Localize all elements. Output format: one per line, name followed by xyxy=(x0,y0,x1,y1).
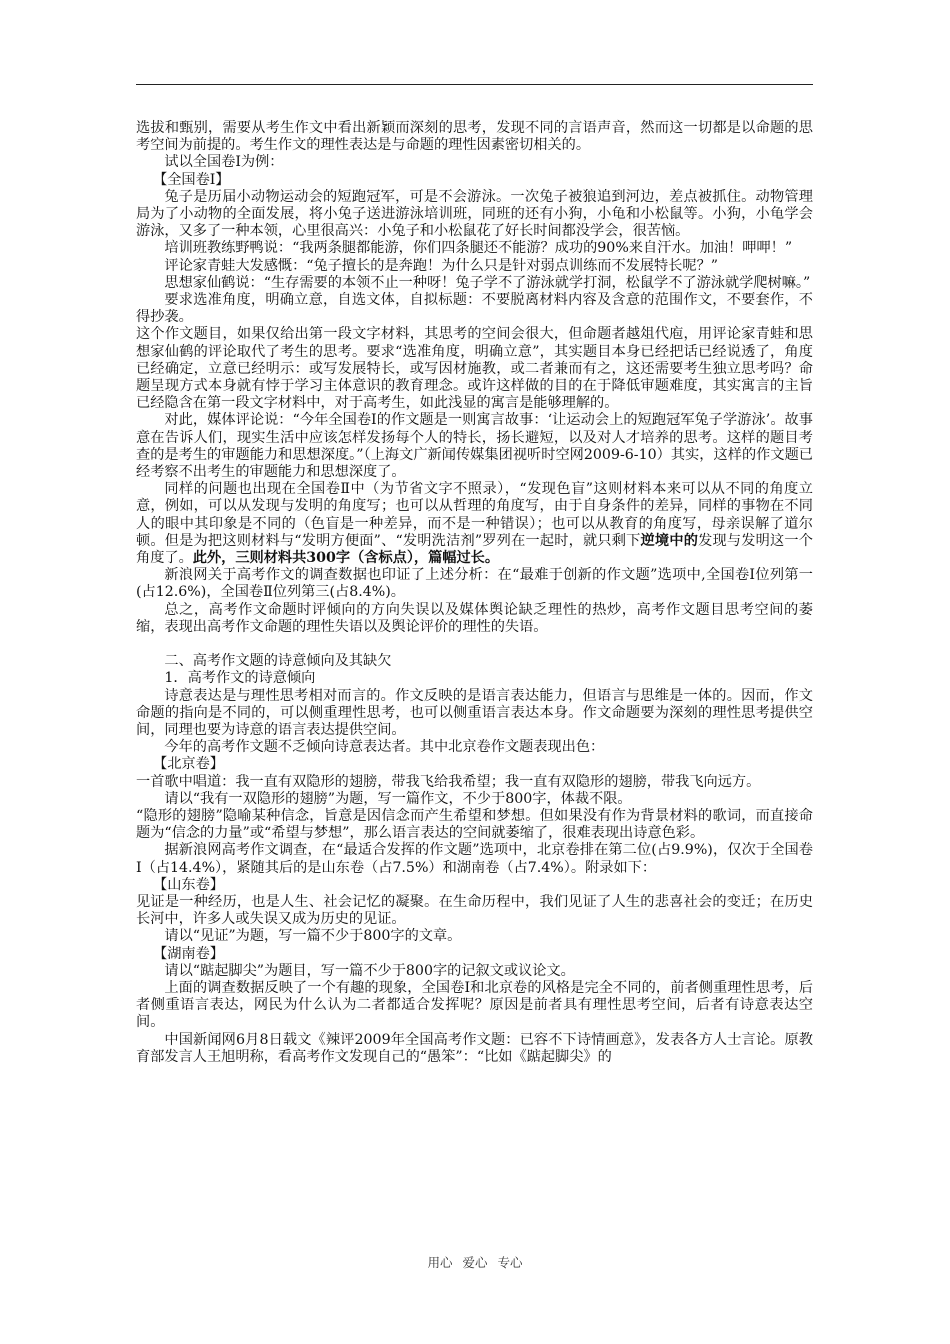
paragraph: 请以“见证”为题，写一篇不少于800字的文章。 xyxy=(164,928,462,945)
page-footer: 用心 爱心 专心 xyxy=(427,1255,523,1270)
paragraph: 今年的高考作文题不乏倾向诗意表达者。其中北京卷作文题表现出色： xyxy=(164,739,605,756)
paragraph: 见证是一种经历，也是人生、社会记忆的凝聚。在生命历程中，我们见证了人生的悲喜社会的变迁；在历史长河中，许多人或失误又成为历史的见证。 xyxy=(136,893,813,928)
subsection-heading: 1．高考作文的诗意倾向 xyxy=(164,670,316,687)
header-rule xyxy=(136,84,813,85)
paragraph: 请以“踮起脚尖”为题目，写一篇不少于800字的记叙文或议论文。 xyxy=(164,962,575,979)
document-body xyxy=(136,120,813,1066)
section-heading: 二、高考作文题的诗意倾向及其缺欠 xyxy=(164,653,392,670)
paragraph: 新浪网关于高考作文的调查数据也印证了上述分析：在“最难于创新的作文题”选项中,全国卷Ⅰ位列第一(占12.6%)，全国卷Ⅱ位列第三(占8.4%)。 xyxy=(136,567,813,601)
section-label: 【北京卷】 xyxy=(153,756,224,773)
paragraph: 兔子是历届小动物运动会的短跑冠军，可是不会游泳。一次兔子被狼追到河边，差点被抓住。动物管理局为了小动物的全面发展，将小兔子送进游泳培训班，同班的还有小狗，小龟和小松鼠等。小狗，小龟学会游泳，又多了一种本领，心里很高兴：小兔子和小松鼠花了好长时间都没学会，很苦恼。 xyxy=(136,188,813,240)
paragraph: “隐形的翅膀”隐喻某种信念，旨意是因信念而产生希望和梦想。但如果没有作为背景材料的歌词，而直接命题为“信念的力量”或“希望与梦想”，那么语言表达的空间就萎缩了，很难表现出诗意色彩。 xyxy=(136,807,813,842)
paragraph: 选拔和甄别，需要从考生作文中看出新颖而深刻的思考，发现不同的言语声音，然而这一切都是以命题的思考空间为前提的。考生作文的理性表达是与命题的理性因素密切相关的。 xyxy=(136,120,813,154)
spacer xyxy=(136,636,813,653)
paragraph: 这个作文题目，如果仅给出第一段文字材料，其思考的空间会很大，但命题者越俎代庖，用评论家青蛙和思想家仙鹤的评论取代了考生的思考。要求“选准角度，明确立意”，其实题目本身已经把话已经说透了，角度已经确定，立意已经明示：或写发展特长，或写因材施教，或二者兼而有之，这还需要考生独立思考吗？命题呈现方式本身就有悖于学习主体意识的教育理念。或许这样做的目的在于降低审题难度，其实寓言的主旨已经隐含在第一段文字材料中，对于高考生，如此浅显的寓言是能够理解的。 xyxy=(136,326,813,412)
paragraph: 一首歌中唱道：我一直有双隐形的翅膀，带我飞给我希望；我一直有双隐形的翅膀，带我飞向远方。 xyxy=(136,773,761,790)
paragraph: 据新浪网高考作文调查，在“最适合发挥的作文题”选项中，北京卷排在第二位(占9.9%)，仅次于全国卷Ⅰ（占14.4%），紧随其后的是山东卷（占7.5%）和湖南卷（占7.4%）。附录如下： xyxy=(136,842,813,876)
paragraph: 要求选准角度，明确立意，自选文体，自拟标题：不要脱离材料内容及含意的范围作文，不要套作，不得抄袭。 xyxy=(136,292,813,326)
paragraph: 思想家仙鹤说：“生存需要的本领不止一种呀！兔子学不了游泳就学打洞，松鼠学不了游泳就学爬树嘛。” xyxy=(164,274,811,291)
paragraph-text: 发现与发明这一个角度了。 xyxy=(136,532,813,567)
paragraph: 评论家青蛙大发感慨：“兔子擅长的是奔跑！为什么只是针对弱点训练而不发展特长呢？” xyxy=(164,257,719,274)
paragraph: 诗意表达是与理性思考相对而言的。作文反映的是语言表达能力，但语言与思维是一体的。因而，作文命题的指向是不同的，可以侧重理性思考，也可以侧重语言表达本身。作文命题要为深刻的理性思考提供空间，同理也要为诗意的语言表达提供空间。 xyxy=(136,687,813,738)
paragraph: 上面的调查数据反映了一个有趣的现象，全国卷Ⅰ和北京卷的风格是完全不同的，前者侧重理性思考，后者侧重语言表达，网民为什么认为二者都适合发挥呢？原因是前者具有理性思考空间，后者有诗意表达空间。 xyxy=(136,979,813,1031)
emphasis-text: 此外，三则材料共300字（含标点），篇幅过长。 xyxy=(192,550,500,567)
section-label: 【山东卷】 xyxy=(153,876,224,893)
paragraph: 培训班教练野鸭说：“我两条腿都能游，你们四条腿还不能游？成功的90%来自汗水。加油！呷呷！” xyxy=(164,240,793,257)
paragraph: 中国新闻网6月8日载文《辣评2009年全国高考作文题：已容不下诗情画意》，发表各方人士言论。原教育部发言人王旭明称，看高考作文发现自己的“愚笨”：“比如《踮起脚尖》的 xyxy=(136,1031,813,1065)
section-label: 【湖南卷】 xyxy=(153,945,224,962)
paragraph: 请以“我有一双隐形的翅膀”为题，写一篇作文，不少于800字，体裁不限。 xyxy=(164,790,632,807)
paragraph xyxy=(136,481,813,567)
paragraph: 对此，媒体评论说：“今年全国卷Ⅰ的作文题是一则寓言故事：‘让运动会上的短跑冠军兔子学游泳’。故事意在告诉人们，现实生活中应该怎样发扬每个人的特长，扬长避短，以及对人才培养的思考。这样的题目考查的是考生的审题能力和思想深度。”（上海文广新闻传媒集团视听时空网2009-6-10）其实，这样的作文题已经考察不出考生的审题能力和思想深度了。 xyxy=(136,412,813,481)
paragraph-text: 同样的问题也出现在全国卷Ⅱ中（为节省文字不照录），“发现色盲”这则材料本来可以从不同的角度立意，例如，可以从发现与发明的角度写；也可以从哲理的角度写，由于自身条件的差异，同样的事物在不同人的眼中其印象是不同的（色盲是一种差异，而不是一种错误）；也可以从教育的角度写，母亲误解了道尔顿。但是为把这则材料与“发明方便面”、“发明洗洁剂”罗列在一起时，就只剩下 xyxy=(136,481,813,549)
paragraph: 总之，高考作文命题时评倾向的方向失误以及媒体舆论缺乏理性的热炒，高考作文题目思考空间的萎缩，表现出高考作文命题的理性失语以及舆论评价的理性的失语。 xyxy=(136,601,813,635)
emphasis-text: 逆境中的 xyxy=(640,532,699,549)
section-label: 【全国卷Ⅰ】 xyxy=(153,171,230,188)
paragraph: 试以全国卷Ⅰ为例： xyxy=(164,154,284,171)
